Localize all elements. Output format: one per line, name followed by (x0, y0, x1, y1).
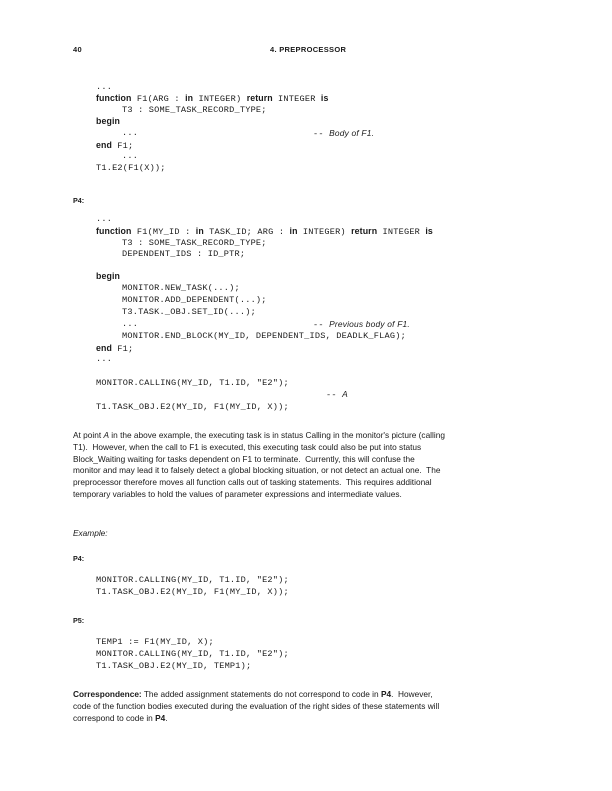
keyword: end (96, 343, 112, 353)
comment-text: Previous body of F1. (329, 319, 410, 329)
section-label-p4: P4: (73, 196, 85, 205)
keyword: in (185, 93, 194, 103)
code-line: T1.E2(F1(X)); (96, 163, 166, 173)
code-line: T3 : SOME_TASK_RECORD_TYPE; (122, 105, 267, 115)
comment-dash: -- (313, 129, 324, 139)
keyword: return (351, 226, 378, 236)
code-line (96, 116, 120, 129)
text: correspond to code in (73, 712, 156, 723)
comment-dash: -- (313, 320, 324, 330)
code-line: ... (96, 82, 113, 92)
chapter-title: 4. PREPROCESSOR (270, 45, 347, 54)
code-line: ... (122, 151, 139, 161)
page-number: 40 (73, 45, 82, 54)
code-line: MONITOR.ADD_DEPENDENT(...); (122, 295, 267, 305)
code-line: MONITOR.CALLING(MY_ID, T1.ID, "E2"); (96, 575, 289, 585)
code-line: T3 : SOME_TASK_RECORD_TYPE; (122, 238, 267, 248)
code-comment (313, 128, 374, 141)
body-paragraph (73, 430, 543, 501)
code-line: MONITOR.CALLING(MY_ID, T1.ID, "E2"); (96, 378, 289, 388)
text: . However, (391, 689, 433, 699)
example-label: Example: (73, 528, 108, 538)
text: . (165, 712, 168, 723)
text-bold: P4 (380, 689, 392, 699)
code-line: ... (122, 319, 139, 329)
keyword: in (195, 226, 204, 236)
code-text: INTEGER (272, 94, 321, 104)
paragraph-line (73, 713, 543, 725)
code-text: INTEGER) (297, 227, 352, 237)
code-line: T3.TASK._OBJ.SET_ID(...); (122, 307, 256, 317)
keyword: return (246, 93, 273, 103)
code-line: DEPENDENT_IDS : ID_PTR; (122, 249, 246, 259)
keyword: is (425, 226, 433, 236)
comment-text: Body of F1. (329, 128, 375, 138)
keyword: function (96, 93, 132, 103)
paragraph-line: monitor and may lead it to falsely detect a global blocking situation, or not detect an actual one. The (73, 465, 441, 476)
section-label-p5: P5: (73, 616, 85, 625)
keyword: in (289, 226, 298, 236)
paragraph-line (73, 430, 543, 442)
code-line: MONITOR.END_BLOCK(MY_ID, DEPENDENT_IDS, DEADLK_FLAG); (122, 331, 406, 341)
keyword: function (96, 226, 132, 236)
code-text: INTEGER) (193, 94, 247, 104)
paragraph-line: temporary variables to hold the values of parameter expressions and intermediate values. (73, 488, 402, 499)
keyword: begin (96, 116, 120, 126)
code-line: T1.TASK_OBJ.E2(MY_ID, F1(MY_ID, X)); (96, 587, 289, 597)
keyword: begin (96, 271, 120, 281)
code-text: F1; (111, 141, 134, 151)
correspondence-paragraph (73, 689, 543, 724)
code-line: T1.TASK_OBJ.E2(MY_ID, TEMP1); (96, 661, 252, 671)
code-text: F1(MY_ID : (131, 227, 196, 237)
code-line: ... (96, 214, 113, 224)
text-italic: A (103, 430, 109, 440)
code-line: MONITOR.NEW_TASK(...); (122, 283, 240, 293)
code-line: T1.TASK_OBJ.E2(MY_ID, F1(MY_ID, X)); (96, 402, 289, 412)
code-line (96, 271, 120, 284)
text: in the above example, the executing task is in status Calling in the monitor's picture (calling (109, 430, 445, 440)
text: The added assignment statements do not correspond to code in (141, 689, 381, 699)
code-comment (326, 389, 348, 402)
code-comment (313, 319, 410, 332)
paragraph-line: Block_Waiting waiting for tasks dependent on F1 to terminate. Currently, this will confuse the (73, 453, 415, 464)
code-line: MONITOR.CALLING(MY_ID, T1.ID, "E2"); (96, 649, 289, 659)
comment-dash: -- (326, 390, 337, 400)
code-text: F1(ARG : (131, 94, 186, 104)
section-label-p4: P4: (73, 554, 85, 563)
paragraph-line: T1). However, when the call to F1 is executed, this executing task could also be put into status (73, 441, 422, 452)
paragraph-line: code of the function bodies executed during the evaluation of the right sides of these statements will (73, 700, 440, 711)
text-bold: P4 (155, 712, 166, 723)
code-line (96, 93, 328, 106)
paragraph-line (73, 689, 543, 701)
code-line: TEMP1 := F1(MY_ID, X); (96, 637, 214, 647)
keyword: is (320, 93, 329, 103)
code-text: F1; (111, 344, 134, 354)
code-line (96, 226, 433, 239)
code-line: ... (122, 128, 139, 138)
paragraph-line: preprocessor therefore moves all function calls out of tasking statements. This requires additional (73, 477, 432, 488)
code-line: ... (96, 354, 113, 364)
comment-text: A (342, 389, 348, 399)
code-text: INTEGER (377, 227, 426, 237)
text: At point (73, 430, 104, 440)
code-text: TASK_ID; ARG : (203, 227, 290, 237)
keyword: end (96, 140, 112, 150)
text-bold: Correspondence: (73, 689, 142, 699)
